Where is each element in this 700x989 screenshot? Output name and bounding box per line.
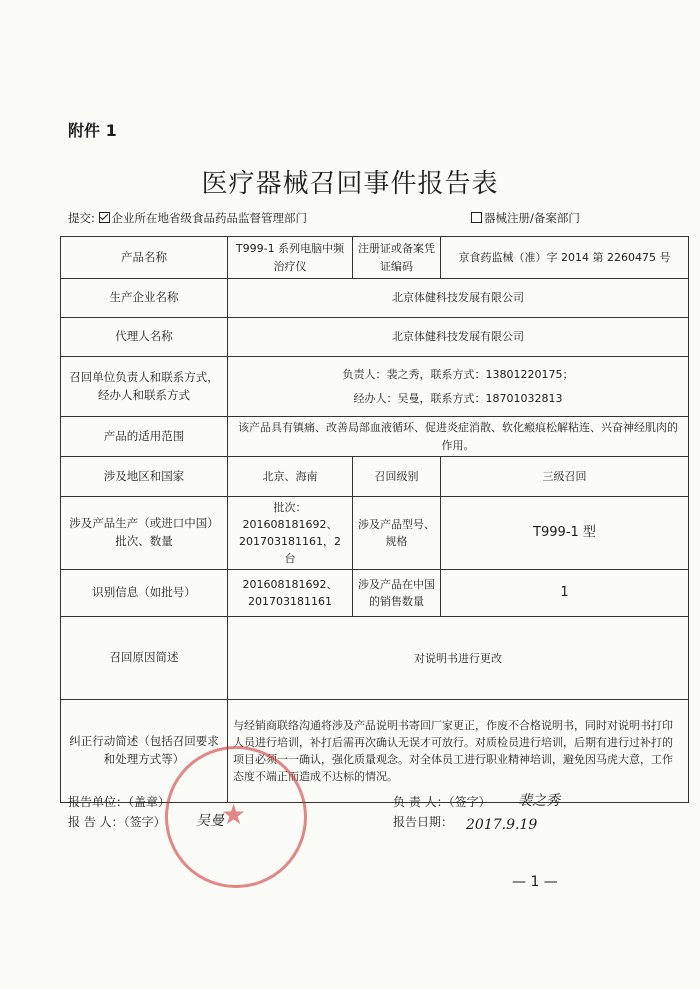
scope-label: 产品的适用范围: [61, 417, 228, 457]
attachment-label: 附件 1: [68, 121, 117, 140]
table-row: [61, 357, 689, 417]
page-number: — 1 —: [512, 874, 558, 890]
table-row: [61, 318, 689, 357]
submit-prefix: 提交:: [68, 211, 95, 225]
contact-value: [228, 357, 689, 417]
seal-star-icon: ★: [221, 798, 247, 831]
dept2-label: 器械注册/备案部门: [484, 211, 580, 225]
id-value: 201608181692、201703181161: [228, 570, 353, 617]
batch-value: 批次：201608181692、201703181161，2 台: [228, 497, 353, 570]
action-label: 纠正行动简述（包括召回要求和处理方式等）: [61, 700, 228, 803]
table-row: [61, 417, 689, 457]
model-label: 涉及产品型号、规格: [353, 497, 441, 570]
table-row: [61, 700, 689, 803]
region-value: 北京、海南: [228, 457, 353, 497]
product-name-label: 产品名称: [61, 237, 228, 279]
sales-label: 涉及产品在中国的销售数量: [353, 570, 441, 617]
table-row: [61, 497, 689, 570]
report-date-value: 2017.9.19: [466, 817, 538, 833]
scope-value: 该产品具有镇痛、改善局部血液循环、促进炎症消散、软化瘢痕松解粘连、兴奋神经肌肉的作用。: [228, 417, 689, 457]
table-row: [61, 570, 689, 617]
submit-line: [68, 210, 307, 226]
contact-label: 召回单位负责人和联系方式，经办人和联系方式: [61, 357, 228, 417]
manufacturer-label: 生产企业名称: [61, 279, 228, 318]
checkbox-icon[interactable]: [471, 212, 482, 223]
head-signature: 裴之秀: [518, 793, 560, 809]
table-row: [61, 457, 689, 497]
report-table: [60, 236, 689, 803]
table-row: [61, 617, 689, 700]
page-title: 医疗器械召回事件报告表: [201, 169, 499, 199]
batch-label: 涉及产品生产（或进口中国）批次、数量: [61, 497, 228, 570]
reason-value: 对说明书进行更改: [228, 617, 689, 700]
reg-no-value: 京食药监械（准）字 2014 第 2260475 号: [441, 237, 689, 279]
reporter-label: 报 告 人：（签字）: [68, 815, 166, 829]
table-row: [61, 279, 689, 318]
checked-box-icon[interactable]: [99, 212, 110, 223]
region-label: 涉及地区和国家: [61, 457, 228, 497]
table-row: [61, 237, 689, 279]
reason-label: 召回原因简述: [61, 617, 228, 700]
reporter-signature: 吴曼: [196, 813, 224, 829]
sales-value: 1: [441, 570, 689, 617]
contact-line-2: 经办人：吴曼，联系方式：18701032813: [353, 391, 563, 405]
level-value: 三级召回: [441, 457, 689, 497]
agent-label: 代理人名称: [61, 318, 228, 357]
report-date-label: 报告日期：: [393, 815, 454, 829]
report-unit-label: 报告单位：（盖章）: [68, 795, 171, 809]
level-label: 召回级别: [353, 457, 441, 497]
dept1-label: 企业所在地省级食品药品监督管理部门: [111, 211, 308, 225]
reg-no-label: 注册证或备案凭证编码: [353, 237, 441, 279]
model-value: T999-1 型: [441, 497, 689, 570]
manufacturer-value: 北京体健科技发展有限公司: [228, 279, 689, 318]
id-label: 识别信息（如批号）: [61, 570, 228, 617]
agent-value: 北京体健科技发展有限公司: [228, 318, 689, 357]
product-name-value: T999-1 系列电脑中频治疗仪: [228, 237, 353, 279]
action-value: 与经销商联络沟通将涉及产品说明书寄回厂家更正，作废不合格说明书，同时对说明书打印人员进行培训，补打后需再次确认无误才可放行。对质检员进行培训，后期有进行过补打的项目必须一一确认，强化质量观念。对全体员工进行职业精神培训，避免因马虎大意，工作态度不端正而造成不达标的情况。: [228, 700, 689, 803]
dept2-option: [471, 210, 580, 226]
head-label: 负 责 人：（签字）: [393, 795, 491, 809]
contact-line-1: 负责人：裴之秀，联系方式：13801220175；: [342, 368, 574, 382]
